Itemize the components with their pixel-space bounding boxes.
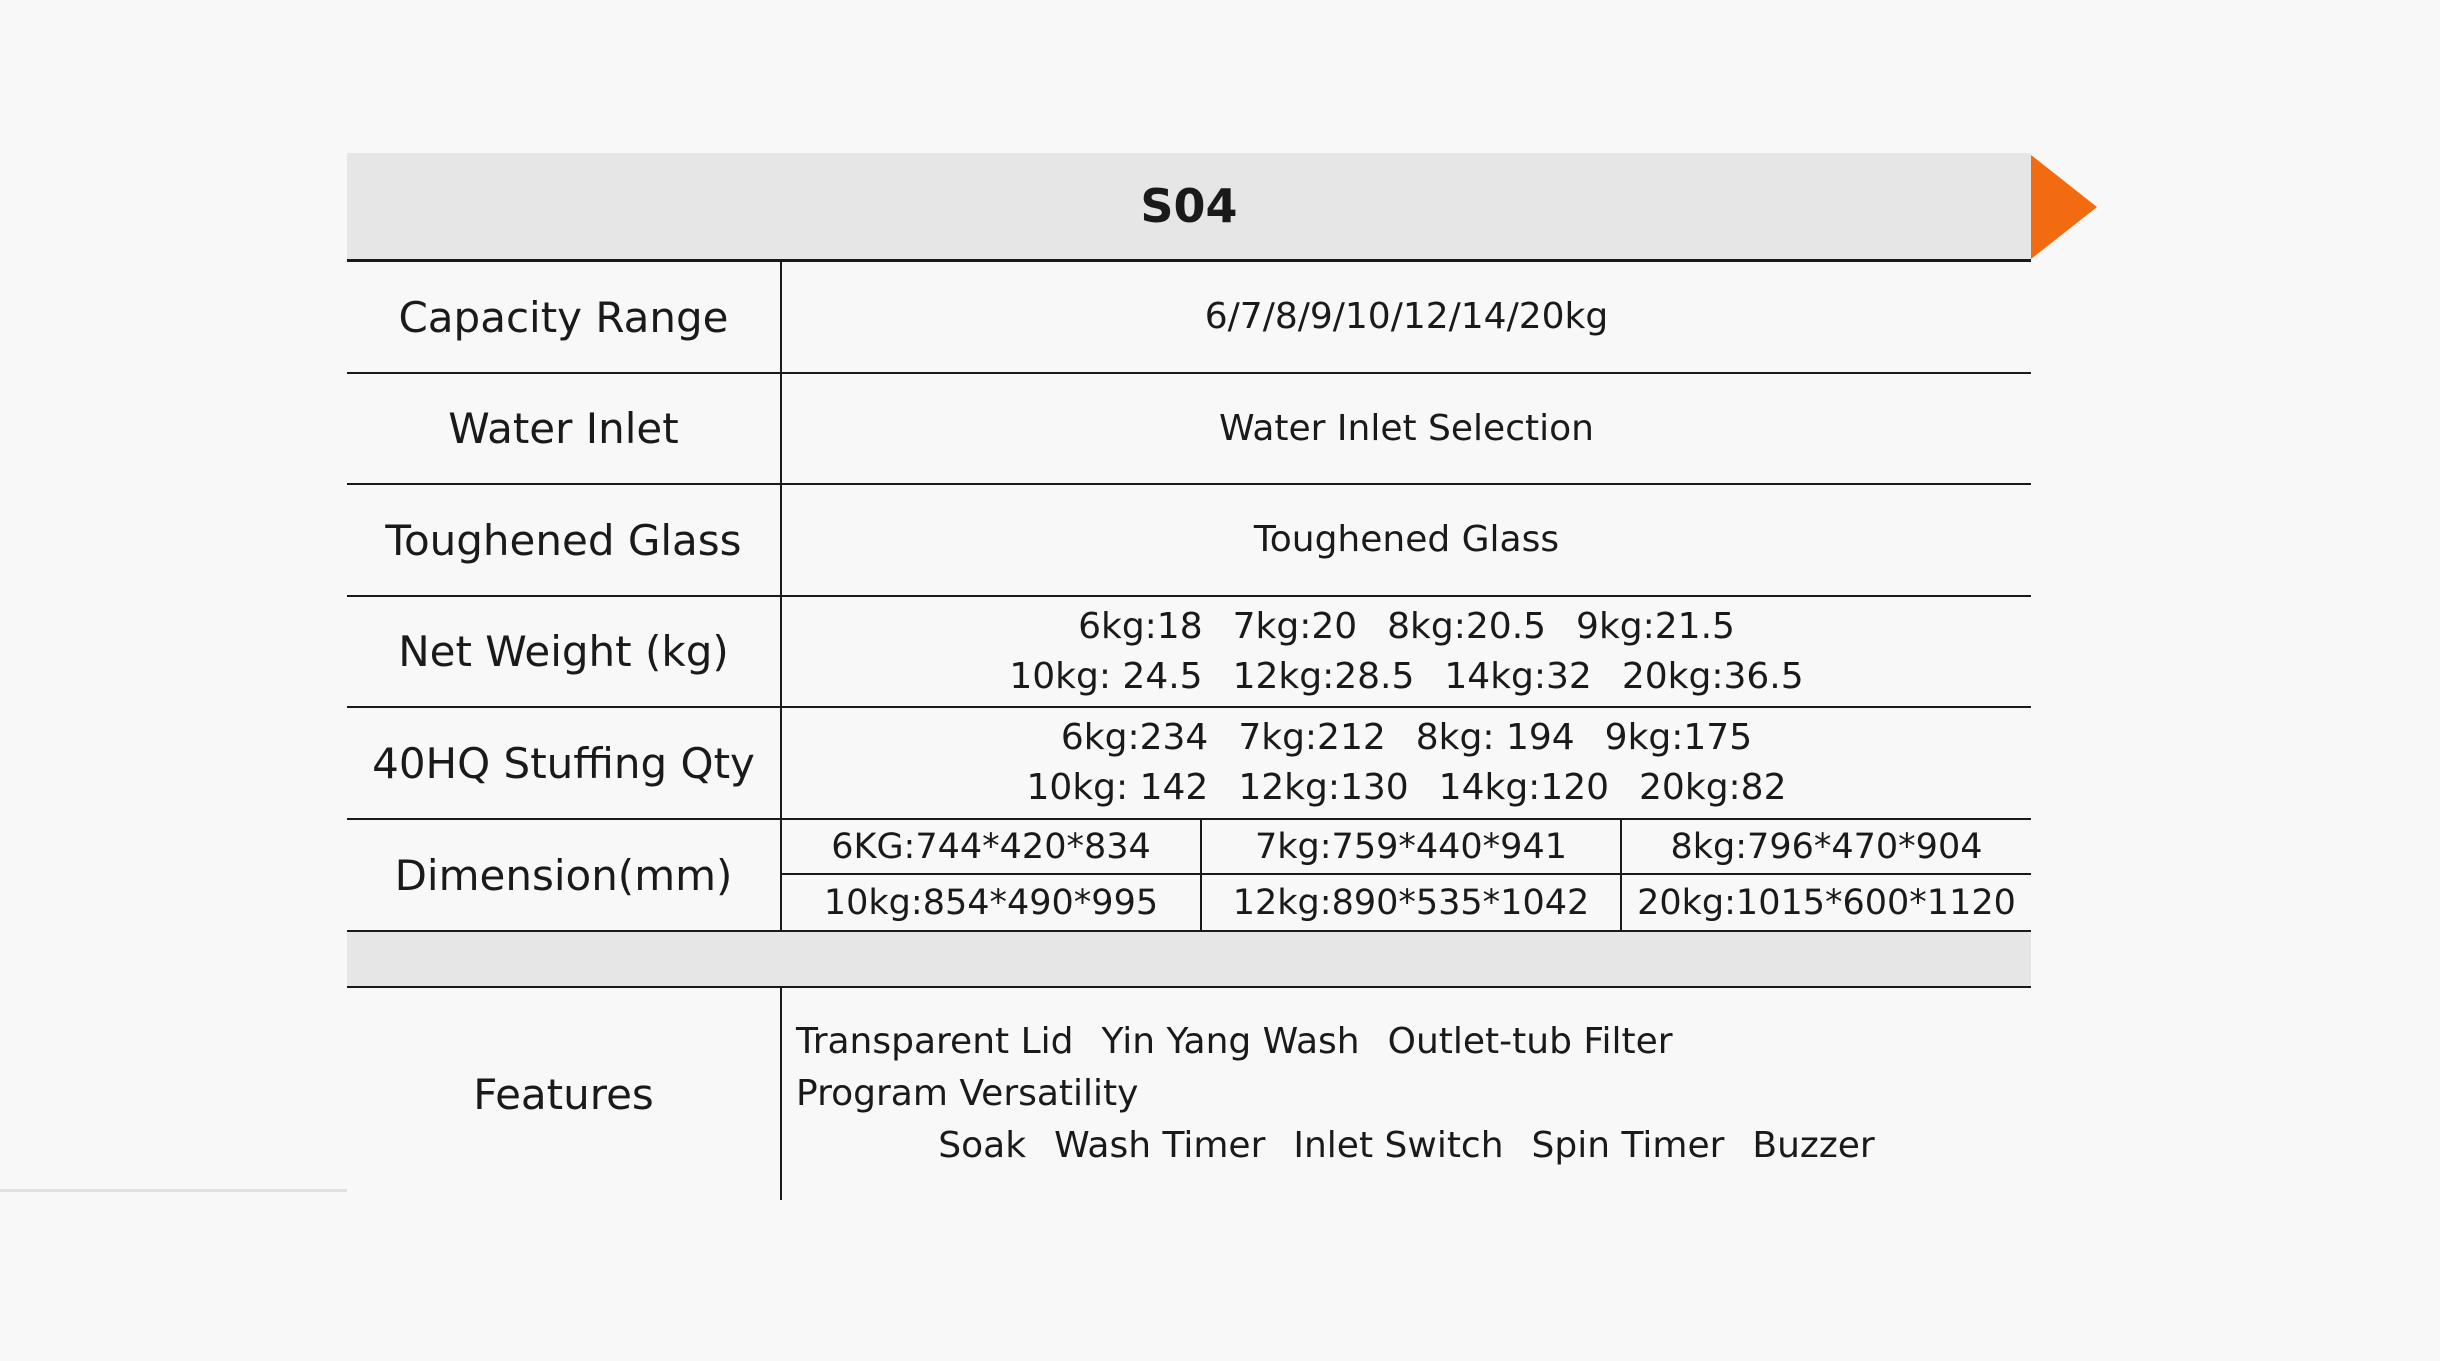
value-item: 12kg:28.5	[1232, 655, 1415, 697]
value-line	[924, 1120, 1888, 1172]
dimension-cell: 10kg:854*490*995	[782, 875, 1202, 930]
orange-arrow-icon	[2031, 155, 2097, 259]
row-value	[782, 988, 2031, 1200]
feature-item: Soak	[938, 1125, 1027, 1166]
spacer-row	[347, 932, 2031, 988]
value-item: 8kg: 194	[1415, 717, 1575, 758]
feature-item: Transparent Lid	[796, 1021, 1074, 1062]
dimension-cell: 8kg:796*470*904	[1622, 820, 2031, 875]
row-value	[782, 708, 2031, 818]
divider	[0, 1189, 347, 1192]
value-item: 8kg:20.5	[1387, 605, 1547, 647]
value-line	[1012, 763, 1802, 813]
value-item: 9kg:21.5	[1576, 605, 1735, 647]
row-dimension	[347, 820, 2031, 932]
feature-item: Inlet Switch	[1293, 1125, 1504, 1166]
value-item: 14kg:32	[1444, 655, 1592, 697]
row-value: Toughened Glass	[1253, 519, 1560, 560]
feature-item: Outlet-tub Filter	[1387, 1021, 1673, 1062]
value-item: 9kg:175	[1604, 717, 1753, 758]
value-item: 10kg: 24.5	[1009, 655, 1203, 697]
model-title: S04	[347, 153, 2031, 262]
row-stuffing	[347, 708, 2031, 820]
row-net-weight	[347, 597, 2031, 708]
feature-item: Yin Yang Wash	[1101, 1021, 1360, 1062]
value-line	[1046, 713, 1767, 763]
row-water-inlet	[347, 374, 2031, 485]
value-item: 7kg:212	[1238, 717, 1386, 758]
row-label: 40HQ Stuffing Qty	[347, 708, 782, 818]
feature-item: Spin Timer	[1531, 1125, 1725, 1166]
row-label: Water Inlet	[347, 374, 782, 483]
dimension-cell: 7kg:759*440*941	[1202, 820, 1622, 875]
row-features	[347, 988, 2031, 1200]
dimension-grid	[782, 820, 2031, 930]
value-item: 20kg:82	[1639, 767, 1787, 808]
value-line	[994, 652, 1818, 702]
feature-item: Wash Timer	[1054, 1125, 1266, 1166]
value-item: 20kg:36.5	[1621, 655, 1804, 697]
value-item: 12kg:130	[1238, 767, 1409, 808]
row-value: 6/7/8/9/10/12/14/20kg	[1204, 296, 1609, 337]
value-item: 14kg:120	[1438, 767, 1610, 808]
row-value	[782, 597, 2031, 706]
value-item: 6kg:18	[1078, 605, 1203, 647]
dimension-cell: 20kg:1015*600*1120	[1637, 882, 2016, 923]
dimension-cell: 12kg:890*535*1042	[1202, 875, 1622, 930]
value-item: 10kg: 142	[1026, 767, 1209, 808]
row-label: Net Weight (kg)	[347, 597, 782, 706]
row-glass	[347, 485, 2031, 597]
dimension-cell: 6KG:744*420*834	[782, 820, 1202, 875]
row-capacity	[347, 262, 2031, 374]
row-label: Features	[347, 988, 782, 1200]
value-item: 7kg:20	[1232, 605, 1358, 647]
row-label: Toughened Glass	[347, 485, 782, 595]
row-value: Water Inlet Selection	[1219, 407, 1594, 449]
feature-item: Program Versatility	[796, 1073, 1139, 1114]
row-label: Capacity Range	[347, 262, 782, 372]
value-line	[1063, 602, 1750, 652]
value-line	[782, 1016, 2031, 1120]
feature-item: Buzzer	[1752, 1125, 1875, 1166]
value-item: 6kg:234	[1060, 717, 1209, 758]
row-label: Dimension(mm)	[347, 820, 782, 930]
